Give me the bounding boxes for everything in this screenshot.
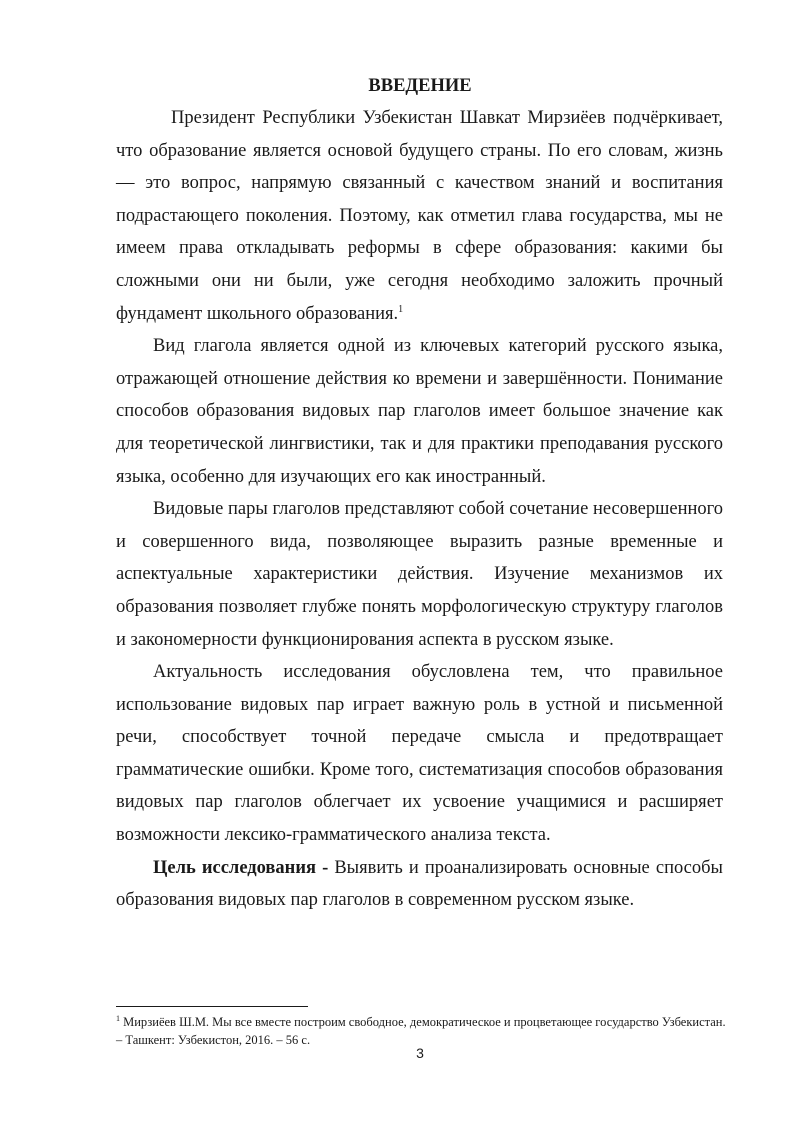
paragraph-2 [116,330,723,493]
paragraph-2-text: Вид глагола является одной из ключевых категорий русского языка, отражающей отношение действия ко времени и завершённости. Понимание способов образования видовых пар глаголов имеет большое значение как для теоретической лингвистики, так и для практики преподавания русского языка, особенно для изучающих его как иностранный. [116,336,723,487]
footnote-marker: 1 [116,1013,120,1023]
section-heading: ВВЕДЕНИЕ [368,76,472,96]
paragraph-5 [116,852,723,917]
footnote-separator [116,1006,308,1007]
research-goal-label: Цель исследования - [153,857,329,878]
paragraph-1 [116,102,723,330]
body-text [116,102,723,917]
paragraph-5-text: Выявить и проанализировать основные способы образования видовых пар глаголов в современном русском языке. [116,857,723,911]
paragraph-4-text: Актуальность исследования обусловлена тем, что правильное использование видовых пар играет важную роль в устной и письменной речи, способствует точной передаче смысла и предотвращает грамматические ошибки. Кроме того, систематизация способов образования видовых пар глаголов облегчает их усвоение учащимися и расширяет возможности лексико-грамматического анализа текста. [116,662,723,846]
footnote-text: Мирзиёев Ш.М. Мы все вместе построим свободное, демократическое и процветающее государство Узбекистан. – Ташкент: Узбекистон, 2016. – 56 с. [116,1015,726,1047]
footnote-reference[interactable]: 1 [398,303,404,315]
page-number: 3 [416,1045,424,1061]
paragraph-1-text: Президент Республики Узбекистан Шавкат Мирзиёев подчёркивает, что образование является основой будущего страны. По его словам, жизнь — это вопрос, напрямую связанный с качеством знаний и воспитания подрастающего поколения. Поэтому, как отметил глава государства, мы не имеем права откладывать реформы в сфере образования: какими бы сложными они ни были, уже сегодня необходимо заложить прочный фундамент школьного образования. [116,108,723,324]
paragraph-3-text: Видовые пары глаголов представляют собой сочетание несовершенного и совершенного вида, позволяющее выразить разные временные и аспектуальные характеристики действия. Изучение механизмов их образования позволяет глубже понять морфологическую структуру глаголов и закономерности функционирования аспекта в русском языке. [116,499,723,650]
paragraph-3 [116,493,723,656]
paragraph-4 [116,656,723,852]
